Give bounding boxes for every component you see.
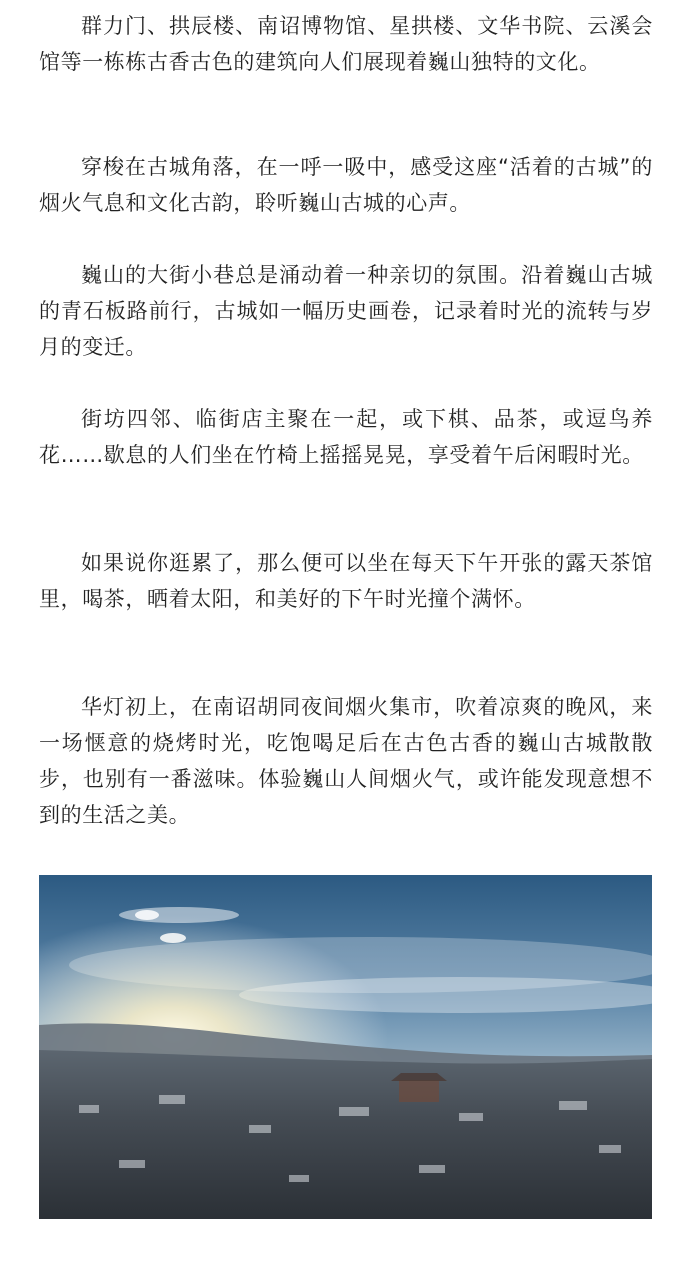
old-town-sunrise-photo[interactable] — [39, 875, 652, 1219]
paragraph-2: 穿梭在古城角落，在一呼一吸中，感受这座“活着的古城”的烟火气息和文化古韵，聆听巍山古城的心声。 — [39, 155, 653, 215]
paragraph-5: 如果说你逛累了，那么便可以坐在每天下午开张的露天茶馆里，喝茶，晒着太阳，和美好的下午时光撞个满怀。 — [39, 551, 653, 611]
photo-illustration — [39, 875, 652, 1219]
paragraph-6: 华灯初上，在南诏胡同夜间烟火集市，吹着凉爽的晚风，来一场惬意的烧烤时光，吃饱喝足后在古色古香的巍山古城散散步，也别有一番滋味。体验巍山人间烟火气，或许能发现意想不到的生活之美。 — [39, 695, 653, 827]
paragraph-3: 巍山的大街小巷总是涌动着一种亲切的氛围。沿着巍山古城的青石板路前行，古城如一幅历史画卷，记录着时光的流转与岁月的变迁。 — [39, 263, 653, 359]
paragraph-1: 群力门、拱辰楼、南诏博物馆、星拱楼、文华书院、云溪会馆等一栋栋古香古色的建筑向人们展现着巍山独特的文化。 — [39, 14, 653, 74]
paragraph-4: 街坊四邻、临街店主聚在一起，或下棋、品茶，或逗鸟养花……歇息的人们坐在竹椅上摇摇晃晃，享受着午后闲暇时光。 — [39, 407, 653, 467]
town-rooftops — [39, 1050, 652, 1219]
gate-tower — [399, 1080, 439, 1102]
